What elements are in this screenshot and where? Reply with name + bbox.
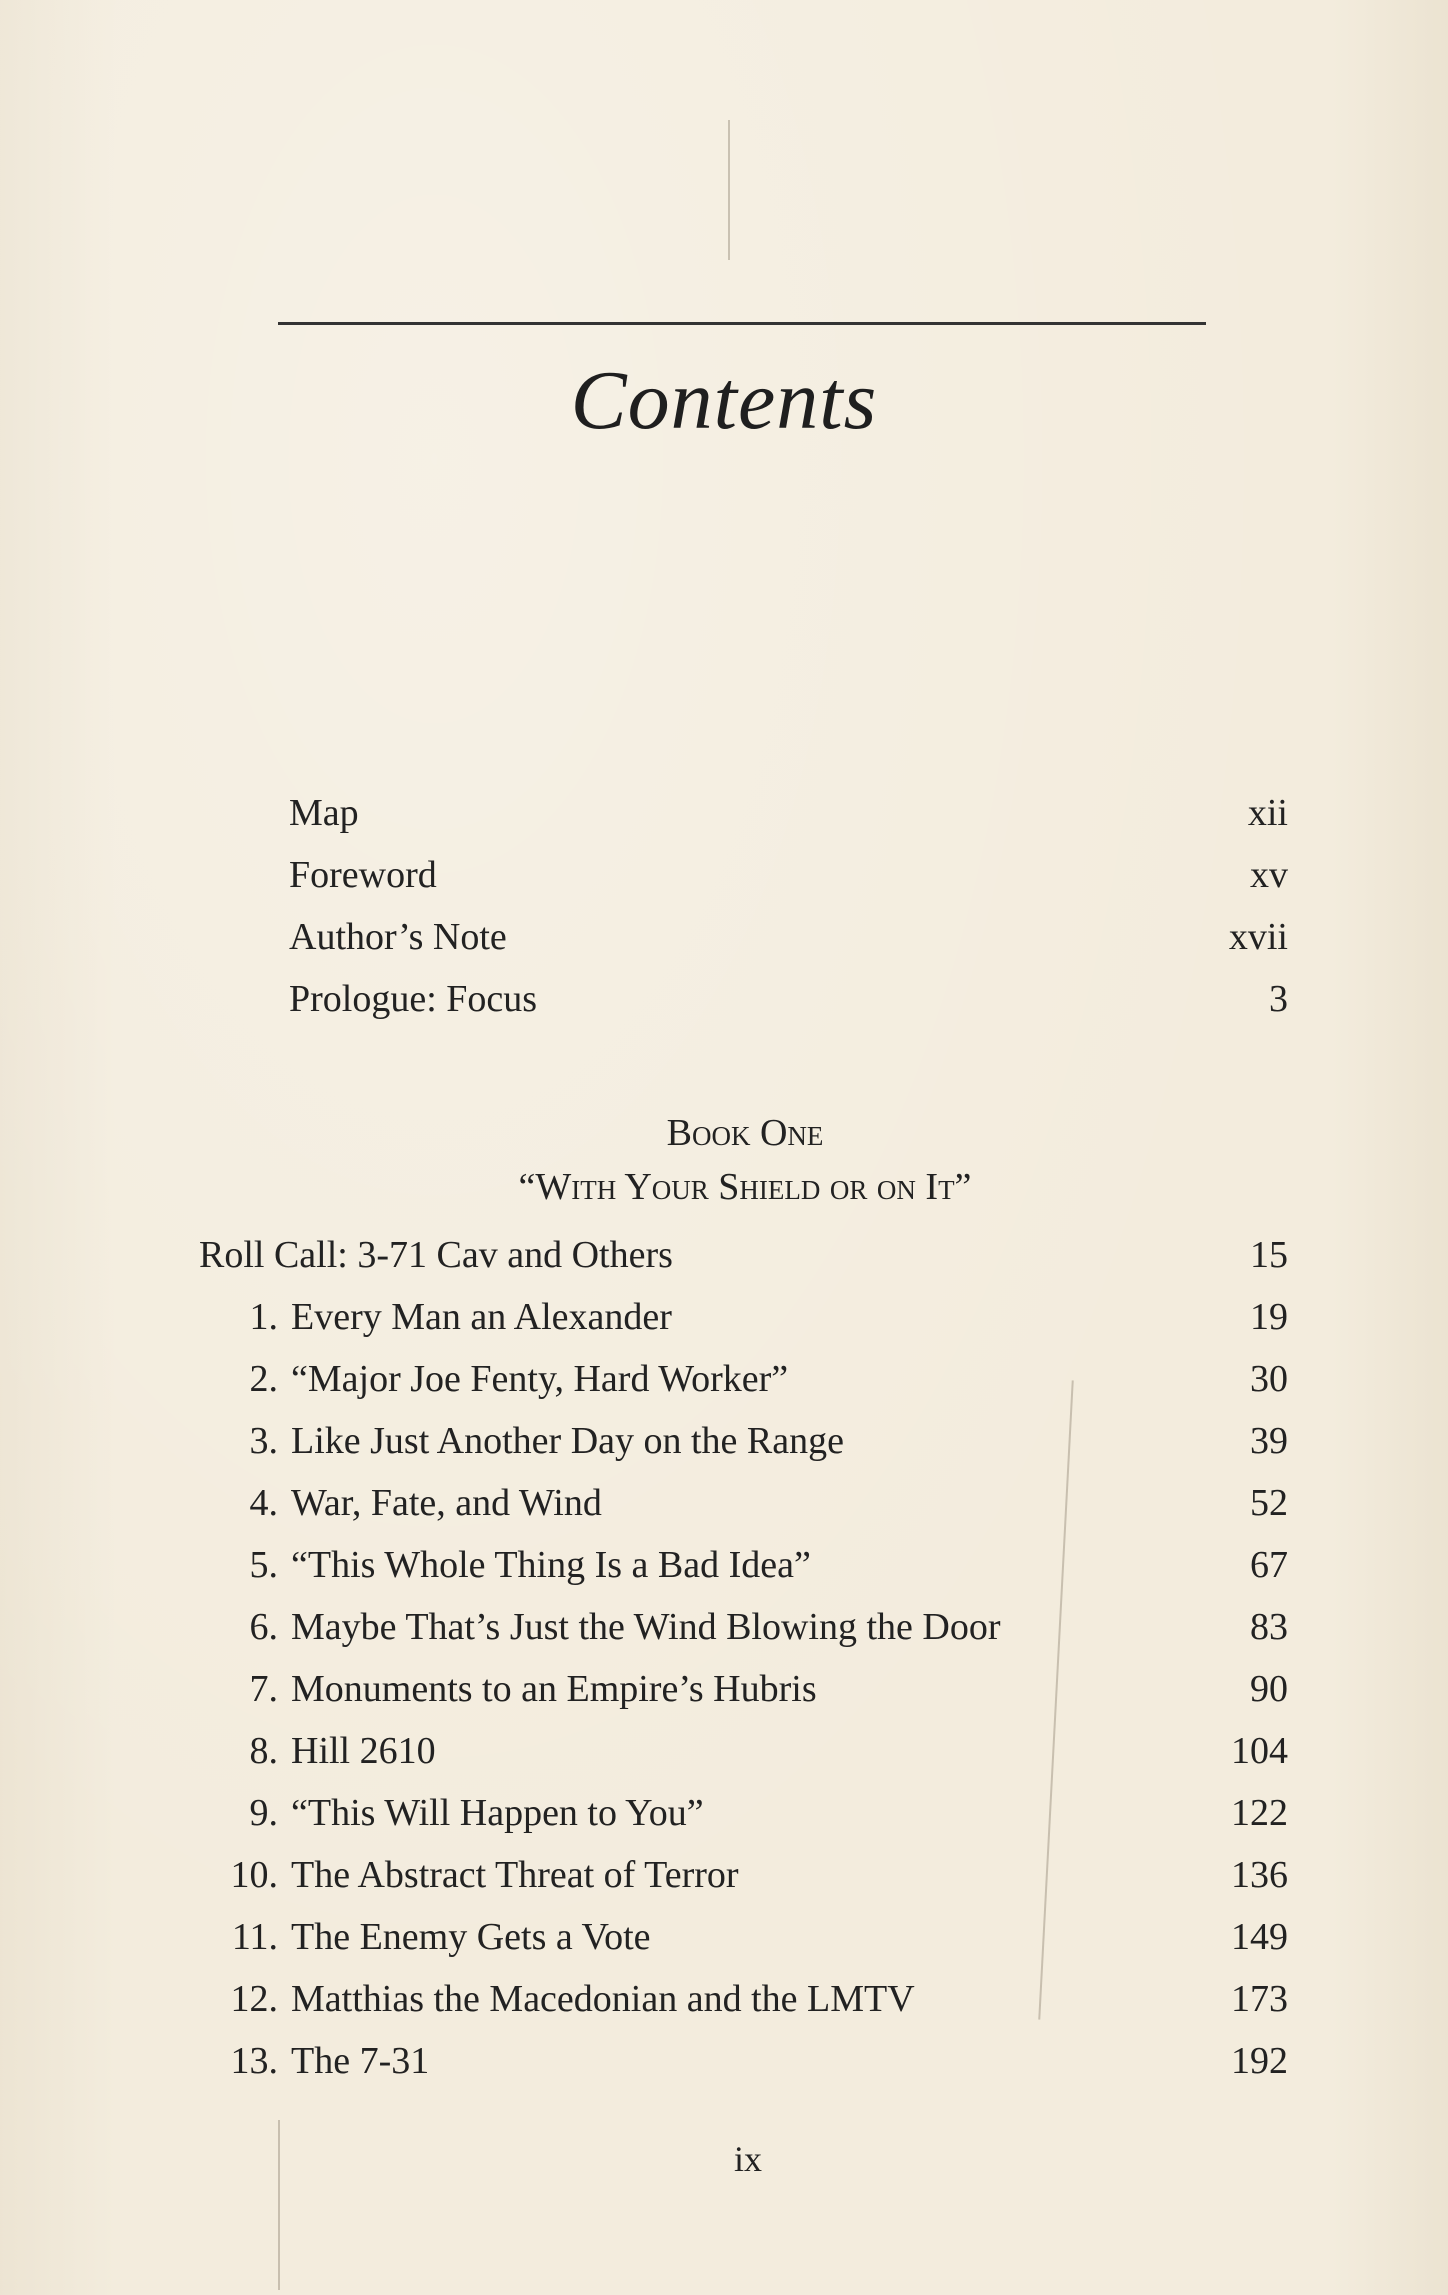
chapter-number: 8. xyxy=(249,1730,278,1772)
title-rule xyxy=(278,322,1206,325)
chapter-page: 104 xyxy=(1231,1730,1288,1772)
chapter-number: 7. xyxy=(249,1668,278,1710)
chapter-number: 13. xyxy=(230,2040,278,2082)
chapter-page: 39 xyxy=(1250,1420,1288,1462)
chapter-row xyxy=(0,1356,1448,1402)
chapter-title: Matthias the Macedonian and the LMTV xyxy=(291,1978,915,2020)
chapter-title: The Abstract Threat of Terror xyxy=(291,1854,739,1896)
chapter-number: 3. xyxy=(249,1420,278,1462)
chapter-number: 2. xyxy=(249,1358,278,1400)
chapter-title: Every Man an Alexander xyxy=(291,1296,672,1338)
roll-call-page: 15 xyxy=(1250,1234,1288,1276)
chapter-row xyxy=(0,1666,1448,1712)
chapter-page: 173 xyxy=(1231,1978,1288,2020)
page-folio: ix xyxy=(733,2139,762,2179)
chapter-page: 19 xyxy=(1250,1296,1288,1338)
chapter-row xyxy=(0,1418,1448,1464)
chapter-title: Maybe That’s Just the Wind Blowing the Door xyxy=(291,1606,1001,1648)
chapter-title: “This Whole Thing Is a Bad Idea” xyxy=(291,1544,811,1586)
book-heading: Book One xyxy=(666,1112,824,1154)
toc-entry-page: xii xyxy=(1247,792,1288,834)
chapter-row xyxy=(0,1480,1448,1526)
chapter-page: 136 xyxy=(1231,1854,1288,1896)
chapter-row xyxy=(0,1542,1448,1588)
toc-entry-page: xv xyxy=(1250,854,1288,896)
chapter-title: War, Fate, and Wind xyxy=(291,1482,602,1524)
chapter-page: 30 xyxy=(1250,1358,1288,1400)
toc-entry-label: Map xyxy=(289,792,359,834)
chapter-title: Monuments to an Empire’s Hubris xyxy=(291,1668,817,1710)
chapter-number: 9. xyxy=(249,1792,278,1834)
chapter-number: 11. xyxy=(231,1916,278,1958)
chapter-page: 192 xyxy=(1231,2040,1288,2082)
chapter-title: The Enemy Gets a Vote xyxy=(291,1916,651,1958)
roll-call-label: Roll Call: 3-71 Cav and Others xyxy=(199,1234,673,1276)
chapter-page: 90 xyxy=(1250,1668,1288,1710)
chapter-page: 122 xyxy=(1231,1792,1288,1834)
chapter-number: 4. xyxy=(249,1482,278,1524)
paper-crease xyxy=(728,120,730,260)
page-title: Contents xyxy=(570,354,878,447)
chapter-row xyxy=(0,1604,1448,1650)
chapter-page: 149 xyxy=(1231,1916,1288,1958)
chapter-title: Hill 2610 xyxy=(291,1730,436,1772)
chapter-title: “Major Joe Fenty, Hard Worker” xyxy=(291,1358,789,1400)
chapter-page: 52 xyxy=(1250,1482,1288,1524)
book-subtitle: “With Your Shield or on It” xyxy=(518,1166,972,1208)
chapter-title: “This Will Happen to You” xyxy=(291,1792,704,1834)
toc-entry-label: Prologue: Focus xyxy=(289,978,538,1020)
chapter-number: 6. xyxy=(249,1606,278,1648)
chapter-number: 12. xyxy=(230,1978,278,2020)
chapter-number: 5. xyxy=(249,1544,278,1586)
chapter-page: 67 xyxy=(1250,1544,1288,1586)
chapter-number: 10. xyxy=(230,1854,278,1896)
toc-entry-page: xvii xyxy=(1228,916,1288,958)
toc-entry-label: Foreword xyxy=(289,854,437,896)
toc-entry-page: 3 xyxy=(1269,978,1288,1020)
chapter-title: The 7-31 xyxy=(291,2040,430,2082)
chapter-row xyxy=(0,1294,1448,1340)
chapter-title: Like Just Another Day on the Range xyxy=(291,1420,845,1462)
chapter-number: 1. xyxy=(249,1296,278,1338)
chapter-page: 83 xyxy=(1250,1606,1288,1648)
toc-entry-label: Author’s Note xyxy=(289,916,507,958)
